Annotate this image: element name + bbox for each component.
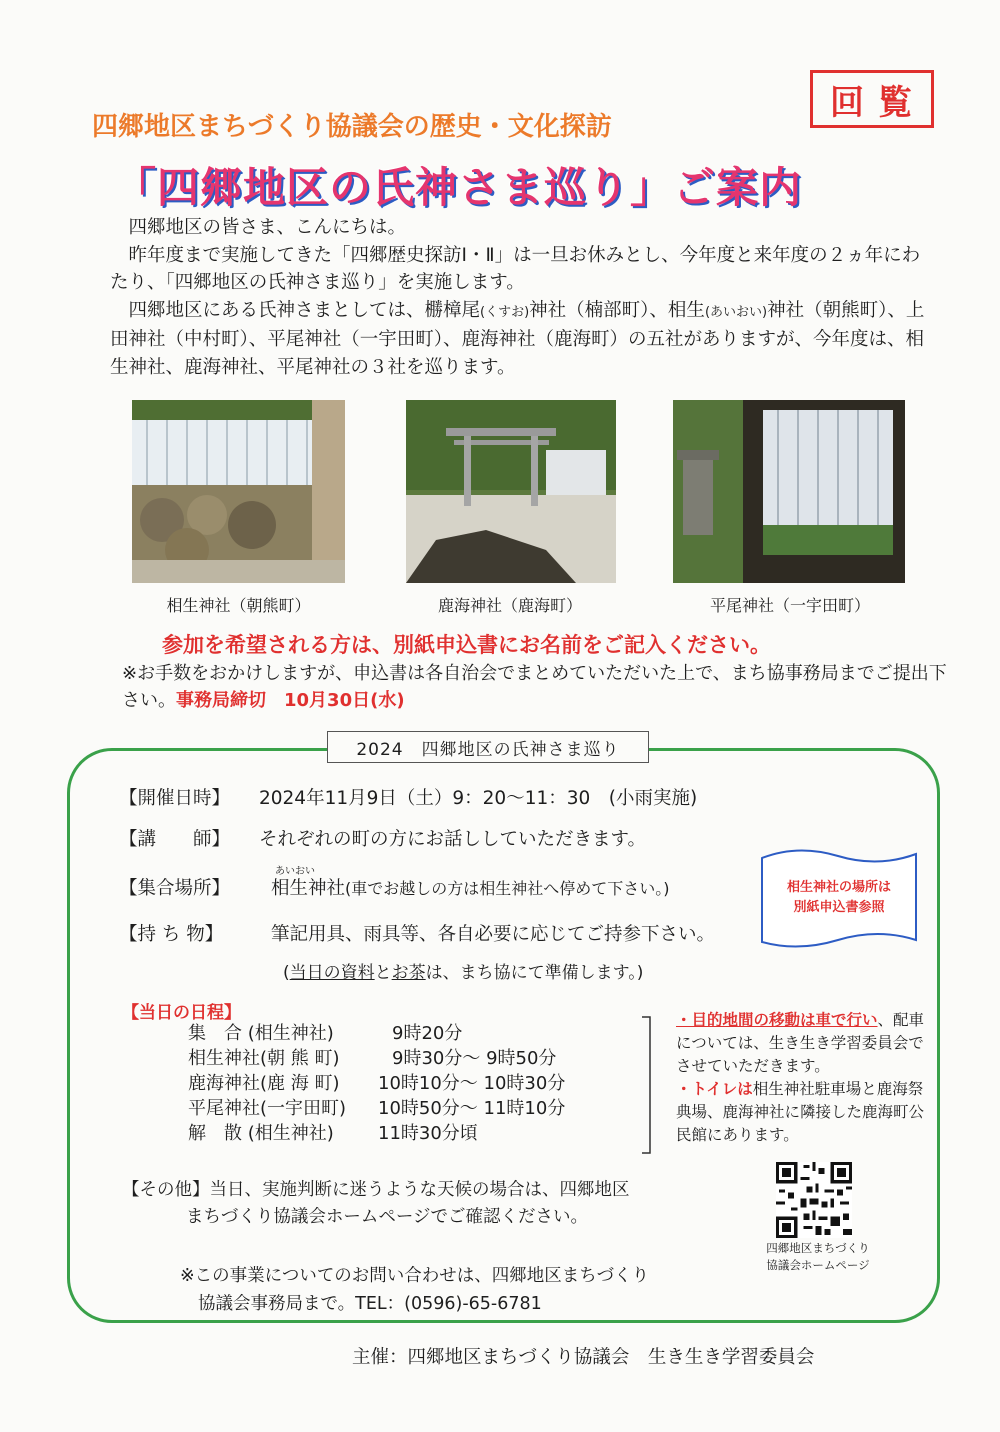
lecturer-label: 【講 師】 <box>119 829 231 850</box>
prep-materials: 当日の資料 <box>289 963 375 983</box>
kairan-badge: 回覧 <box>810 70 934 128</box>
meet-label: 【集合場所】 <box>119 878 231 899</box>
subtitle: 四郷地区まちづくり協議会の歴史・文化探訪 <box>92 112 612 142</box>
intro-paragraph-2 <box>110 297 925 382</box>
side-note-transport-emph: ・目的地間の移動は車で行い <box>676 1011 878 1029</box>
callout-line-2: 別紙申込書参照 <box>793 900 885 915</box>
prep-tea: お茶 <box>391 963 426 983</box>
side-note-toilet-emph: ・トイレは <box>676 1080 753 1098</box>
meet-note: (車でお越しの方は相生神社へ停めて下さい。) <box>345 879 670 898</box>
deadline: 事務局締切 10月30日(水) <box>176 690 405 711</box>
page-title: 「四郷地区の氏神さま巡り」ご案内 <box>114 163 803 212</box>
side-notes <box>676 1009 926 1147</box>
schedule-item-time: 10時10分～ 10時30分 <box>378 1073 566 1094</box>
intro-p3-c: 神社（朝熊町）、上田神社（中村町）、平尾神社（一宇田町）、鹿海神社（鹿海町）の五社がありますが、今年度は、相生神社、鹿海神社、平尾神社の３社を巡ります。 <box>110 299 925 378</box>
ruby-kusuo: (くすお) <box>480 304 530 320</box>
bring-value: 筆記用具、雨具等、各自必要に応じてご持参下さい。 <box>271 924 716 945</box>
photo-hirao-shrine <box>673 400 905 583</box>
event-bring-row <box>119 920 715 946</box>
prep-open: ( <box>283 963 290 983</box>
side-note-transport <box>676 1009 926 1078</box>
contact-info <box>180 1262 649 1318</box>
event-date-row <box>119 784 697 810</box>
schedule-item-name: 相生神社(朝 熊 町) <box>188 1048 340 1069</box>
schedule-item-time: 9時20分 <box>392 1023 463 1044</box>
ruby-aioi: (あいおい) <box>704 304 768 320</box>
schedule-title: 【当日の日程】 <box>122 1003 241 1023</box>
meet-ruby: あいおい <box>275 866 315 877</box>
apply-call: 参加を希望される方は、別紙申込書にお名前をご記入ください。 <box>162 633 771 657</box>
qr-caption <box>748 1240 888 1274</box>
photo-ookami-shrine <box>406 400 616 583</box>
event-frame-label: 2024 四郷地区の氏神さま巡り <box>327 731 649 763</box>
qr-caption-line-1: 四郷地区まちづくり <box>766 1241 870 1255</box>
intro-paragraph-1: 昨年度まで実施してきた「四郷歴史探訪Ⅰ・Ⅱ」は一旦お休みとし、今年度と来年度の２ヵ年にわたり、「四郷地区の氏神さま巡り」を実施します。 <box>110 244 921 293</box>
qr-caption-line-2: 協議会ホームページ <box>766 1258 870 1272</box>
schedule-item <box>188 1121 565 1146</box>
bring-label: 【持 ち 物】 <box>119 924 224 945</box>
schedule-item-name: 解 散 (相生神社) <box>188 1123 334 1144</box>
side-note-toilet-rest: 相生神社駐車場と鹿海祭典場、鹿海神社に隣接した鹿海町公民館にあります。 <box>676 1080 925 1144</box>
schedule-item-time: 11時30分頃 <box>378 1123 478 1144</box>
apply-note-text: ※お手数をおかけしますが、申込書は各自治会でまとめていただいた上で、まち協事務局までご提出下さい。 <box>122 663 947 711</box>
prep-mid: と <box>374 963 392 983</box>
schedule-item <box>188 1021 565 1046</box>
callout-line-1: 相生神社の場所は <box>786 880 891 895</box>
event-lecturer-row <box>119 825 646 851</box>
intro-p3-b: 神社（楠部町）、相生 <box>529 299 705 321</box>
date-label: 【開催日時】 <box>119 788 231 809</box>
photo-caption-ookami: 鹿海神社（鹿海町） <box>437 596 582 615</box>
lecturer-value: それぞれの町の方にお話ししていただきます。 <box>259 829 647 850</box>
schedule-list <box>188 1021 565 1146</box>
other-info <box>122 1177 722 1231</box>
qr-code[interactable] <box>776 1162 852 1238</box>
meet-place: 相生神社 <box>271 878 346 899</box>
event-meet-row <box>119 874 670 900</box>
schedule-item-time: 10時50分～ 11時10分 <box>378 1098 566 1119</box>
photo-caption-aioi: 相生神社（朝熊町） <box>166 596 311 615</box>
side-note-transport-rest: 、配車については、生き生き学習委員会でさせていただきます。 <box>676 1011 925 1075</box>
intro-text <box>110 214 925 381</box>
other-line-2: まちづくり協議会ホームページでご確認ください。 <box>186 1207 588 1227</box>
schedule-bracket <box>640 1015 652 1155</box>
schedule-item <box>188 1046 565 1071</box>
other-line-1: 【その他】当日、実施判断に迷うような天候の場合は、四郷地区 <box>122 1180 630 1200</box>
date-value: 2024年11月9日（土）9：20～11：30 (小雨実施) <box>259 788 698 809</box>
contact-line-1: ※この事業についてのお問い合わせは、四郷地区まちづくり <box>180 1266 650 1286</box>
intro-greeting: 四郷地区の皆さま、こんにちは。 <box>128 217 407 238</box>
schedule-item <box>188 1096 565 1121</box>
prep-rest: は、まち協にて準備します。) <box>425 963 644 983</box>
organizer: 主催：四郷地区まちづくり協議会 生き生き学習委員会 <box>352 1347 815 1368</box>
location-callout <box>758 848 920 948</box>
side-note-toilet <box>676 1078 926 1147</box>
schedule-item-time: 9時30分～ 9時50分 <box>392 1048 557 1069</box>
photo-aioi-shrine <box>132 400 345 583</box>
contact-line-2: 協議会事務局まで。TEL：(0596)-65-6781 <box>198 1294 542 1314</box>
photo-caption-hirao: 平尾神社（一宇田町） <box>709 596 870 615</box>
prep-note <box>283 958 643 983</box>
schedule-item-name: 集 合 (相生神社) <box>188 1023 334 1044</box>
schedule-item-name: 鹿海神社(鹿 海 町) <box>188 1073 340 1094</box>
schedule-item-name: 平尾神社(一宇田町) <box>188 1098 347 1119</box>
intro-p3-a: 四郷地区にある氏神さまとしては、橳樟尾 <box>128 299 481 321</box>
schedule-item <box>188 1071 565 1096</box>
apply-note <box>122 660 952 714</box>
